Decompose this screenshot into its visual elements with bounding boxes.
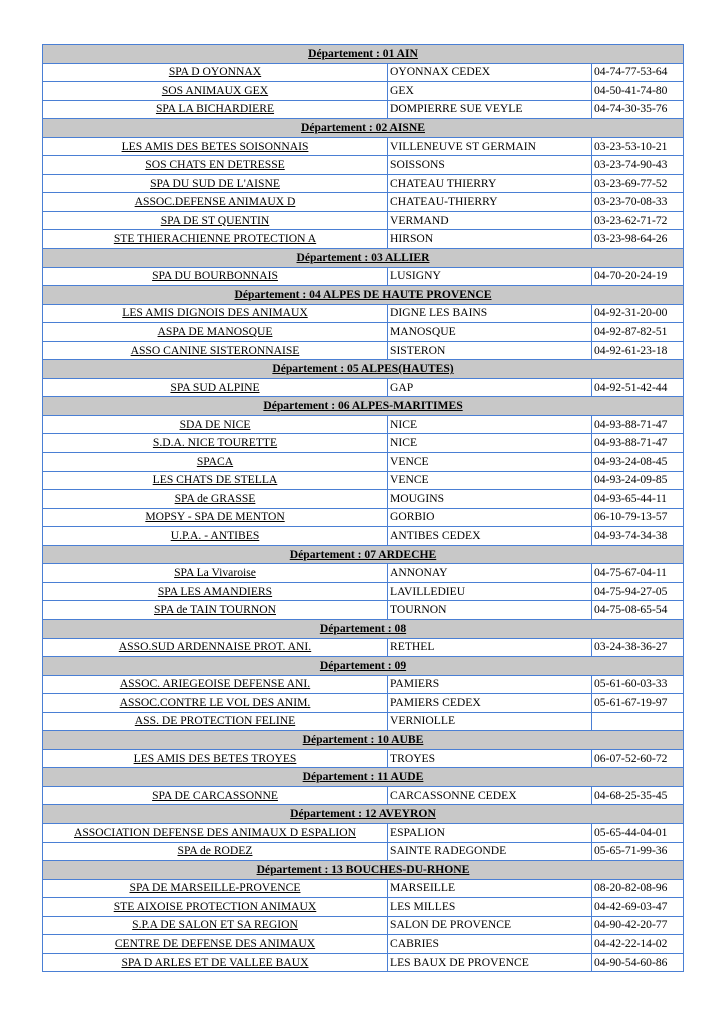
- department-title: Département : 01 AIN: [43, 45, 684, 64]
- city-cell: CARCASSONNE CEDEX: [388, 786, 592, 805]
- city-cell: DOMPIERRE SUE VEYLE: [388, 100, 592, 119]
- city-cell: CHATEAU-THIERRY: [388, 193, 592, 212]
- city-cell: ANTIBES CEDEX: [388, 527, 592, 546]
- phone-cell: 03-23-98-64-26: [592, 230, 684, 249]
- shelter-name-link[interactable]: SOS ANIMAUX GEX: [43, 82, 388, 101]
- shelter-name-link[interactable]: LES CHATS DE STELLA: [43, 471, 388, 490]
- shelter-name-link[interactable]: LES AMIS DIGNOIS DES ANIMAUX: [43, 304, 388, 323]
- department-header-row: [43, 397, 684, 416]
- department-header-row: [43, 861, 684, 880]
- shelter-name-link[interactable]: SPA D ARLES ET DE VALLEE BAUX: [43, 953, 388, 972]
- shelter-name-link[interactable]: S.P.A DE SALON ET SA REGION: [43, 916, 388, 935]
- phone-cell: 06-07-52-60-72: [592, 749, 684, 768]
- table-row: [43, 267, 684, 286]
- department-header-row: [43, 119, 684, 138]
- shelter-name-link[interactable]: ASSO CANINE SISTERONNAISE: [43, 341, 388, 360]
- shelter-name-link[interactable]: SPA DE CARCASSONNE: [43, 786, 388, 805]
- shelter-name-link[interactable]: SPA DU SUD DE L'AISNE: [43, 174, 388, 193]
- city-cell: MOUGINS: [388, 490, 592, 509]
- city-cell: VILLENEUVE ST GERMAIN: [388, 137, 592, 156]
- phone-cell: 03-23-69-77-52: [592, 174, 684, 193]
- phone-cell: 04-68-25-35-45: [592, 786, 684, 805]
- city-cell: NICE: [388, 434, 592, 453]
- department-header-row: [43, 805, 684, 824]
- shelter-name-link[interactable]: CENTRE DE DEFENSE DES ANIMAUX: [43, 935, 388, 954]
- department-header-row: [43, 657, 684, 676]
- shelter-name-link[interactable]: ASSO.SUD ARDENNAISE PROT. ANI.: [43, 638, 388, 657]
- table-row: [43, 823, 684, 842]
- department-title: Département : 02 AISNE: [43, 119, 684, 138]
- table-row: [43, 471, 684, 490]
- phone-cell: 04-75-94-27-05: [592, 582, 684, 601]
- shelter-name-link[interactable]: STE AIXOISE PROTECTION ANIMAUX: [43, 898, 388, 917]
- table-row: [43, 378, 684, 397]
- table-row: [43, 230, 684, 249]
- department-title: Département : 09: [43, 657, 684, 676]
- table-row: [43, 174, 684, 193]
- city-cell: SAINTE RADEGONDE: [388, 842, 592, 861]
- department-title: Département : 13 BOUCHES-DU-RHONE: [43, 861, 684, 880]
- phone-cell: 04-42-69-03-47: [592, 898, 684, 917]
- phone-cell: 03-23-62-71-72: [592, 211, 684, 230]
- city-cell: VENCE: [388, 453, 592, 472]
- phone-cell: 04-93-65-44-11: [592, 490, 684, 509]
- phone-cell: 04-42-22-14-02: [592, 935, 684, 954]
- department-header-row: [43, 619, 684, 638]
- phone-cell: 04-92-87-82-51: [592, 323, 684, 342]
- shelter-name-link[interactable]: SPA LES AMANDIERS: [43, 582, 388, 601]
- table-row: [43, 100, 684, 119]
- phone-cell: 04-93-24-08-45: [592, 453, 684, 472]
- shelter-name-link[interactable]: STE THIERACHIENNE PROTECTION A: [43, 230, 388, 249]
- shelter-name-link[interactable]: LES AMIS DES BETES SOISONNAIS: [43, 137, 388, 156]
- city-cell: TOURNON: [388, 601, 592, 620]
- table-row: [43, 582, 684, 601]
- phone-cell: 04-75-67-04-11: [592, 564, 684, 583]
- shelter-name-link[interactable]: ASPA DE MANOSQUE: [43, 323, 388, 342]
- city-cell: LES BAUX DE PROVENCE: [388, 953, 592, 972]
- phone-cell: 04-75-08-65-54: [592, 601, 684, 620]
- city-cell: MARSEILLE: [388, 879, 592, 898]
- shelter-name-link[interactable]: SPA DE MARSEILLE-PROVENCE: [43, 879, 388, 898]
- table-row: [43, 879, 684, 898]
- department-title: Département : 11 AUDE: [43, 768, 684, 787]
- phone-cell: 05-65-71-99-36: [592, 842, 684, 861]
- department-header-row: [43, 45, 684, 64]
- phone-cell: 03-24-38-36-27: [592, 638, 684, 657]
- shelter-table-body: [43, 45, 684, 972]
- table-row: [43, 916, 684, 935]
- table-row: [43, 842, 684, 861]
- city-cell: TROYES: [388, 749, 592, 768]
- city-cell: ESPALION: [388, 823, 592, 842]
- shelter-name-link[interactable]: SPA de TAIN TOURNON: [43, 601, 388, 620]
- department-header-row: [43, 731, 684, 750]
- department-header-row: [43, 768, 684, 787]
- table-row: [43, 137, 684, 156]
- department-title: Département : 04 ALPES DE HAUTE PROVENCE: [43, 286, 684, 305]
- phone-cell: 06-10-79-13-57: [592, 508, 684, 527]
- shelter-name-link[interactable]: S.D.A. NICE TOURETTE: [43, 434, 388, 453]
- shelter-name-link[interactable]: SPA DE ST QUENTIN: [43, 211, 388, 230]
- city-cell: LUSIGNY: [388, 267, 592, 286]
- table-row: [43, 601, 684, 620]
- table-row: [43, 694, 684, 713]
- shelter-name-link[interactable]: SPA D OYONNAX: [43, 63, 388, 82]
- shelter-name-link[interactable]: MOPSY - SPA DE MENTON: [43, 508, 388, 527]
- shelter-name-link[interactable]: ASSOC.CONTRE LE VOL DES ANIM.: [43, 694, 388, 713]
- city-cell: HIRSON: [388, 230, 592, 249]
- city-cell: SISTERON: [388, 341, 592, 360]
- department-title: Département : 06 ALPES-MARITIMES: [43, 397, 684, 416]
- city-cell: SOISSONS: [388, 156, 592, 175]
- shelter-name-link[interactable]: ASS. DE PROTECTION FELINE: [43, 712, 388, 731]
- phone-cell: 05-61-67-19-97: [592, 694, 684, 713]
- shelter-directory: [42, 44, 683, 972]
- department-header-row: [43, 545, 684, 564]
- shelter-name-link[interactable]: U.P.A. - ANTIBES: [43, 527, 388, 546]
- phone-cell: 03-23-70-08-33: [592, 193, 684, 212]
- phone-cell: 04-93-74-34-38: [592, 527, 684, 546]
- table-row: [43, 527, 684, 546]
- shelter-name-link[interactable]: SPA La Vivaroise: [43, 564, 388, 583]
- phone-cell: [592, 712, 684, 731]
- shelter-name-link[interactable]: SPA de RODEZ: [43, 842, 388, 861]
- shelter-name-link[interactable]: SDA DE NICE: [43, 415, 388, 434]
- city-cell: RETHEL: [388, 638, 592, 657]
- phone-cell: 04-93-24-09-85: [592, 471, 684, 490]
- city-cell: VERMAND: [388, 211, 592, 230]
- phone-cell: 05-61-60-03-33: [592, 675, 684, 694]
- table-row: [43, 749, 684, 768]
- department-header-row: [43, 286, 684, 305]
- city-cell: VERNIOLLE: [388, 712, 592, 731]
- department-title: Département : 10 AUBE: [43, 731, 684, 750]
- shelter-name-link[interactable]: SPACA: [43, 453, 388, 472]
- phone-cell: 04-50-41-74-80: [592, 82, 684, 101]
- shelter-name-link[interactable]: SOS CHATS EN DETRESSE: [43, 156, 388, 175]
- table-row: [43, 323, 684, 342]
- table-row: [43, 63, 684, 82]
- shelter-name-link[interactable]: ASSOCIATION DEFENSE DES ANIMAUX D ESPALION: [43, 823, 388, 842]
- department-title: Département : 07 ARDECHE: [43, 545, 684, 564]
- table-row: [43, 434, 684, 453]
- table-row: [43, 898, 684, 917]
- city-cell: CHATEAU THIERRY: [388, 174, 592, 193]
- table-row: [43, 211, 684, 230]
- phone-cell: 04-90-54-60-86: [592, 953, 684, 972]
- table-row: [43, 564, 684, 583]
- phone-cell: 05-65-44-04-01: [592, 823, 684, 842]
- department-title: Département : 05 ALPES(HAUTES): [43, 360, 684, 379]
- phone-cell: 04-74-77-53-64: [592, 63, 684, 82]
- city-cell: NICE: [388, 415, 592, 434]
- table-row: [43, 82, 684, 101]
- city-cell: GORBIO: [388, 508, 592, 527]
- table-row: [43, 415, 684, 434]
- table-row: [43, 953, 684, 972]
- phone-cell: 04-74-30-35-76: [592, 100, 684, 119]
- table-row: [43, 508, 684, 527]
- shelter-name-link[interactable]: LES AMIS DES BETES TROYES: [43, 749, 388, 768]
- shelter-name-link[interactable]: SPA LA BICHARDIERE: [43, 100, 388, 119]
- table-row: [43, 193, 684, 212]
- shelter-name-link[interactable]: ASSOC. ARIEGEOISE DEFENSE ANI.: [43, 675, 388, 694]
- city-cell: SALON DE PROVENCE: [388, 916, 592, 935]
- table-row: [43, 156, 684, 175]
- phone-cell: 04-92-31-20-00: [592, 304, 684, 323]
- phone-cell: 04-92-51-42-44: [592, 378, 684, 397]
- phone-cell: 03-23-53-10-21: [592, 137, 684, 156]
- department-title: Département : 08: [43, 619, 684, 638]
- city-cell: OYONNAX CEDEX: [388, 63, 592, 82]
- phone-cell: 08-20-82-08-96: [592, 879, 684, 898]
- city-cell: GAP: [388, 378, 592, 397]
- city-cell: LES MILLES: [388, 898, 592, 917]
- table-row: [43, 490, 684, 509]
- table-row: [43, 712, 684, 731]
- city-cell: MANOSQUE: [388, 323, 592, 342]
- department-title: Département : 03 ALLIER: [43, 249, 684, 268]
- shelter-name-link[interactable]: SPA de GRASSE: [43, 490, 388, 509]
- city-cell: PAMIERS CEDEX: [388, 694, 592, 713]
- table-row: [43, 341, 684, 360]
- city-cell: GEX: [388, 82, 592, 101]
- table-row: [43, 638, 684, 657]
- table-row: [43, 675, 684, 694]
- table-row: [43, 453, 684, 472]
- phone-cell: 04-70-20-24-19: [592, 267, 684, 286]
- phone-cell: 04-92-61-23-18: [592, 341, 684, 360]
- department-header-row: [43, 249, 684, 268]
- phone-cell: 03-23-74-90-43: [592, 156, 684, 175]
- shelter-name-link[interactable]: SPA DU BOURBONNAIS: [43, 267, 388, 286]
- phone-cell: 04-93-88-71-47: [592, 434, 684, 453]
- shelter-table: [42, 44, 684, 972]
- city-cell: PAMIERS: [388, 675, 592, 694]
- shelter-name-link[interactable]: SPA SUD ALPINE: [43, 378, 388, 397]
- phone-cell: 04-93-88-71-47: [592, 415, 684, 434]
- department-title: Département : 12 AVEYRON: [43, 805, 684, 824]
- city-cell: CABRIES: [388, 935, 592, 954]
- table-row: [43, 304, 684, 323]
- department-header-row: [43, 360, 684, 379]
- phone-cell: 04-90-42-20-77: [592, 916, 684, 935]
- city-cell: ANNONAY: [388, 564, 592, 583]
- city-cell: DIGNE LES BAINS: [388, 304, 592, 323]
- city-cell: VENCE: [388, 471, 592, 490]
- table-row: [43, 935, 684, 954]
- city-cell: LAVILLEDIEU: [388, 582, 592, 601]
- table-row: [43, 786, 684, 805]
- shelter-name-link[interactable]: ASSOC.DEFENSE ANIMAUX D: [43, 193, 388, 212]
